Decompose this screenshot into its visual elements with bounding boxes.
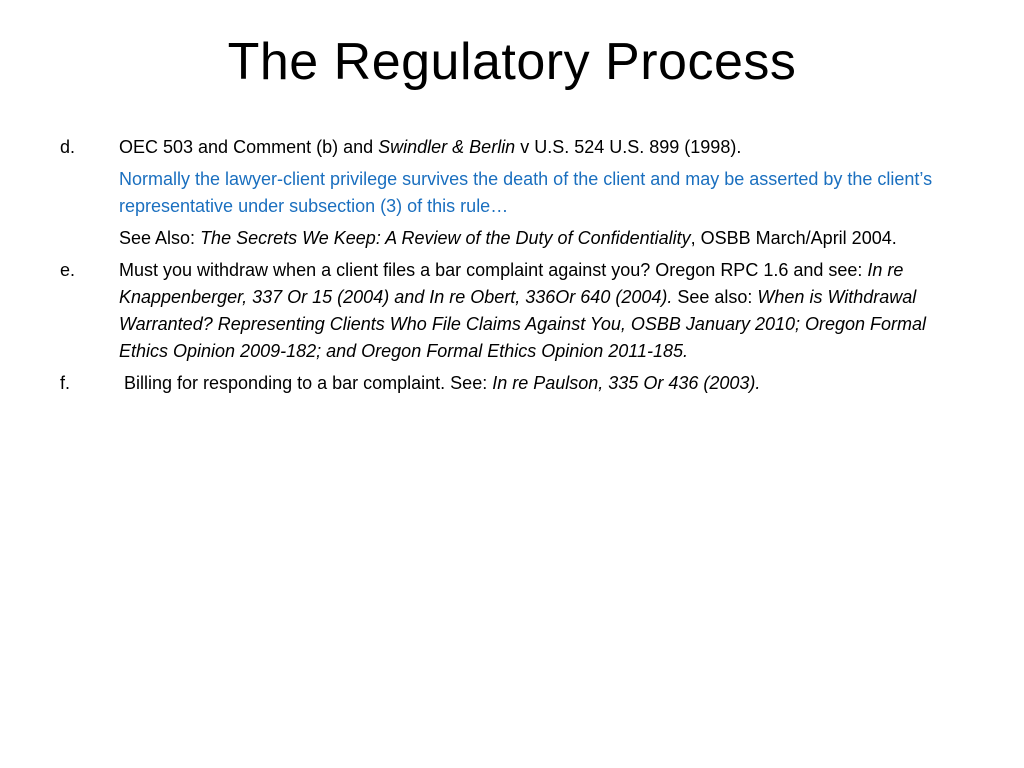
item-e-text-part1: Must you withdraw when a client files a bar complaint against you? Oregon RPC 1.6 and see:	[119, 260, 868, 280]
list-marker-d: d.	[60, 137, 76, 157]
list-item-f	[60, 370, 975, 397]
content-list	[60, 134, 975, 402]
item-f-case: In re Paulson, 335 Or 436 (2003).	[492, 373, 761, 393]
item-d-text-part1: OEC 503 and Comment (b) and	[119, 137, 379, 157]
item-e-text-part2: See also:	[672, 287, 758, 307]
item-d-see-also-suffix: , OSBB March/April 2004.	[690, 228, 897, 248]
item-d-text-part2: v U.S. 524 U.S. 899 (1998).	[515, 137, 742, 157]
item-f-text	[119, 370, 975, 397]
list-item-e	[60, 257, 975, 365]
item-f-text-part1: Billing for responding to a bar complaint. See:	[124, 373, 493, 393]
item-d-text	[119, 134, 975, 161]
item-d-case-name: Swindler & Berlin	[378, 137, 516, 157]
list-marker-e: e.	[60, 260, 76, 280]
slide-title: The Regulatory Process	[227, 33, 797, 91]
item-d-see-also-title: The Secrets We Keep: A Review of the Duty of Confidentiality	[200, 228, 691, 248]
item-e-references: When is Withdrawal Warranted? Representing Clients Who File Claims Against You, OSBB January 2010; Oregon Formal Ethics Opinion 2009-182; and Oregon Formal Ethics Opinion 2011-185.	[119, 287, 927, 361]
item-e-text	[119, 257, 975, 365]
item-d-see-also	[119, 225, 975, 252]
item-d-see-also-prefix: See Also:	[119, 228, 201, 248]
item-e-cases: In re Knappenberger, 337 Or 15 (2004) and In re Obert, 336Or 640 (2004).	[119, 260, 904, 307]
item-d-quote: Normally the lawyer-client privilege survives the death of the client and may be asserted by the client’s representative under subsection (3) of this rule…	[119, 169, 933, 216]
list-item-d	[60, 134, 975, 161]
list-marker-f: f.	[60, 373, 71, 393]
